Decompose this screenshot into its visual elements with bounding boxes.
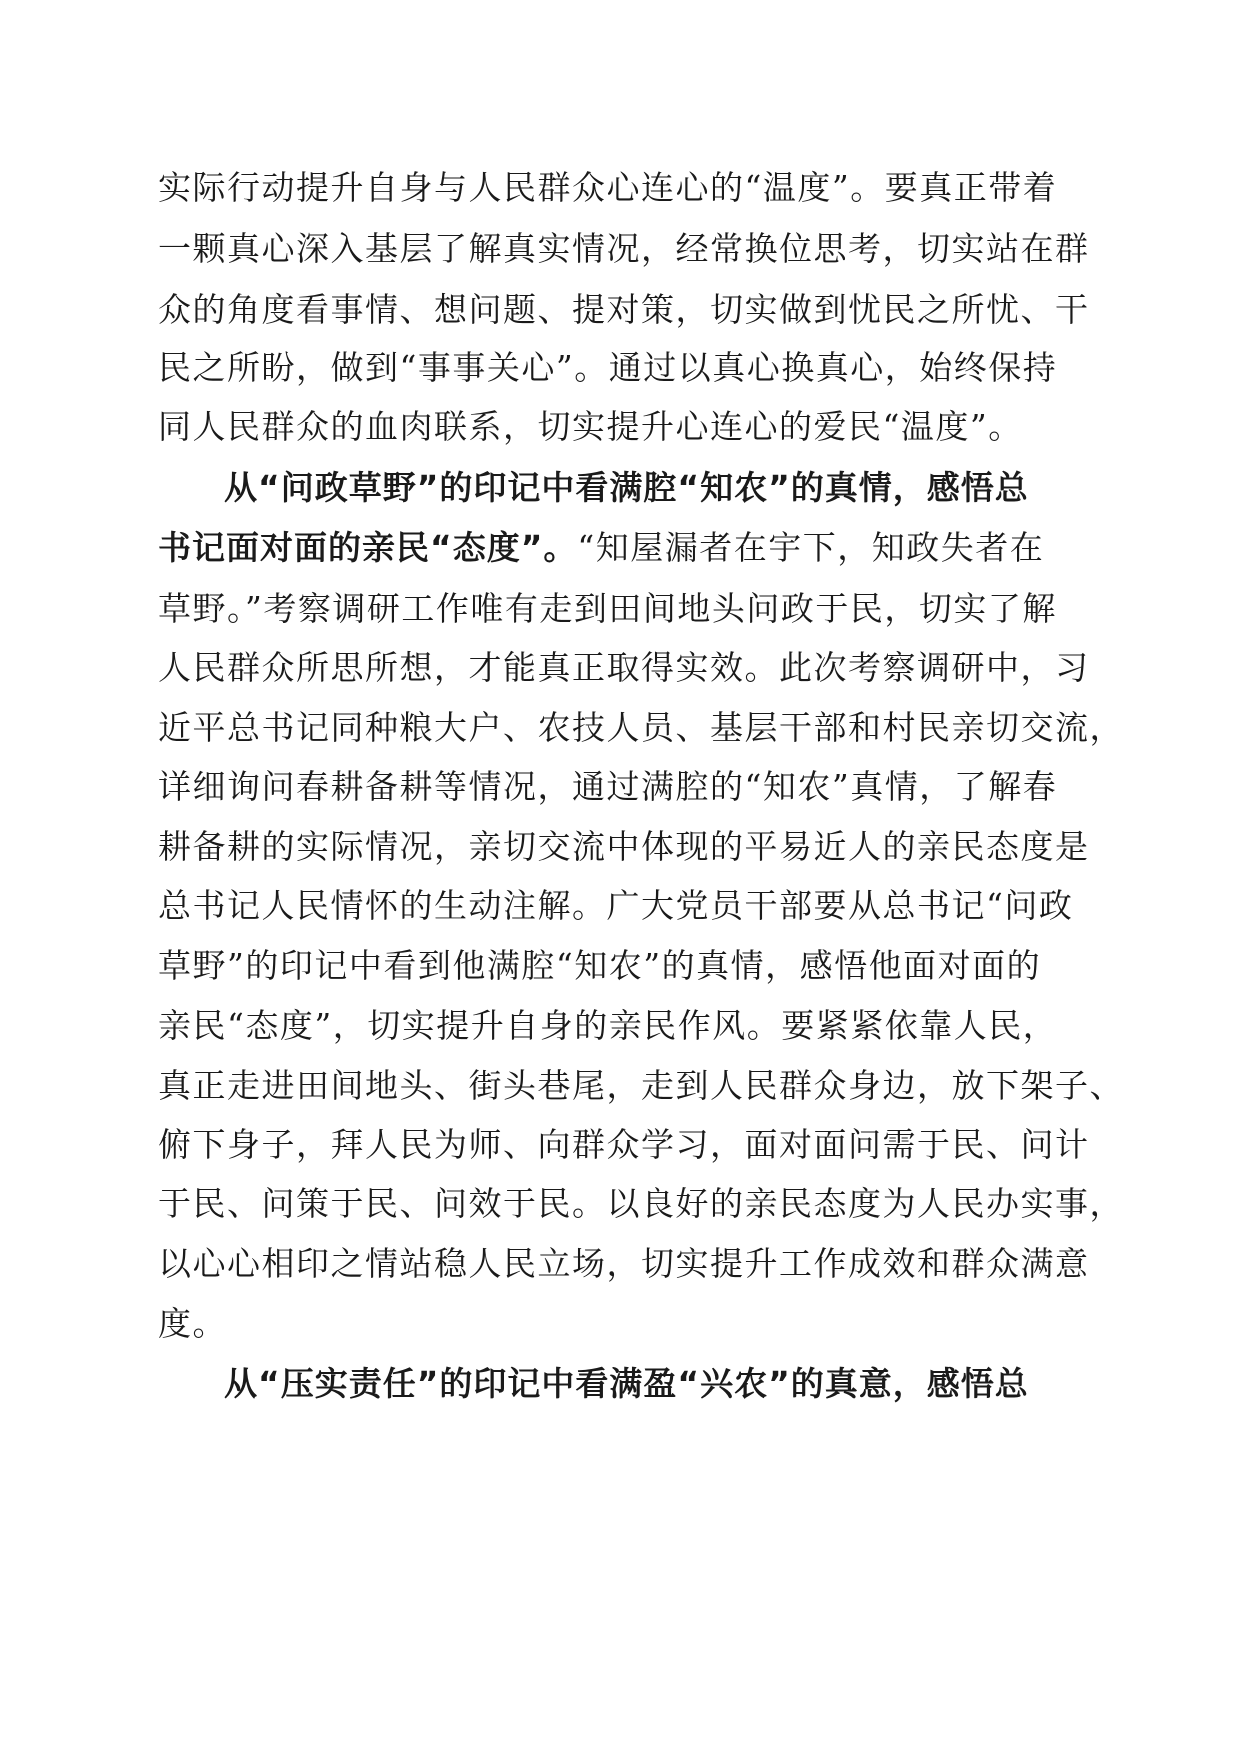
body-line: 俯下身子，拜人民为师、向群众学习，面对面问需于民、问计 xyxy=(158,1125,1090,1164)
section-heading-end: 书记面对面的亲民“态度”。 xyxy=(158,528,578,567)
heading-and-body-line xyxy=(158,516,1118,580)
body-line: 真正走进田间地头、街头巷尾，走到人民群众身边，放下架子、 xyxy=(158,1066,1124,1105)
body-line: 近平总书记同种粮大户、农技人员、基层干部和村民亲切交流， xyxy=(158,708,1124,747)
body-line: 草野。”考察调研工作唯有走到田间地头问政于民，切实了解 xyxy=(158,589,1057,628)
body-line: 民之所盼，做到“事事关心”。通过以真心换真心，始终保持 xyxy=(158,348,1058,387)
body-line: 详细询问春耕备耕等情况，通过满腔的“知农”真情，了解春 xyxy=(158,767,1058,806)
body-line: 亲民“态度”，切实提升自身的亲民作风。要紧紧依靠人民， xyxy=(158,1006,1058,1045)
body-line: 人民群众所思所想，才能真正取得实效。此次考察调研中，习 xyxy=(158,648,1090,687)
body-line: 实际行动提升自身与人民群众心连心的“温度”。要真正带着 xyxy=(158,168,1058,207)
body-line: 总书记人民情怀的生动注解。广大党员干部要从总书记“问政 xyxy=(158,886,1074,925)
section-heading: 从“压实责任”的印记中看满盈“兴农”的真意，感悟总 xyxy=(224,1364,1029,1403)
body-line: 以心心相印之情站稳人民立场，切实提升工作成效和群众满意 xyxy=(158,1244,1090,1283)
body-line: 于民、问策于民、问效于民。以良好的亲民态度为人民办实事， xyxy=(158,1184,1124,1223)
body-line: 草野”的印记中看到他满腔“知农”的真情，感悟他面对面的 xyxy=(158,946,1042,985)
body-text: “知屋漏者在宇下，知政失者在 xyxy=(577,528,1045,567)
body-line: 众的角度看事情、想问题、提对策，切实做到忧民之所忧、干 xyxy=(158,290,1090,329)
body-line: 同人民群众的血肉联系，切实提升心连心的爱民“温度”。 xyxy=(158,407,1023,446)
body-line: 耕备耕的实际情况，亲切交流中体现的平易近人的亲民态度是 xyxy=(158,827,1090,866)
body-line: 一颗真心深入基层了解真实情况，经常换位思考，切实站在群 xyxy=(158,229,1090,268)
body-line: 度。 xyxy=(158,1304,227,1343)
section-heading: 从“问政草野”的印记中看满腔“知农”的真情，感悟总 xyxy=(224,468,1029,507)
